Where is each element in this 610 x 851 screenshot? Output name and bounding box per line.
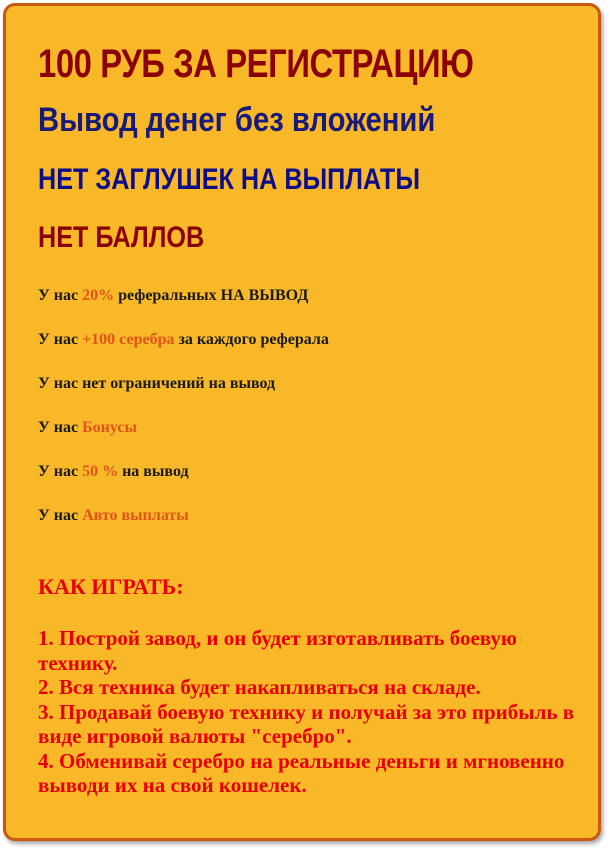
feature-bonuses — [38, 418, 137, 438]
feature-suffix: на вывод — [118, 463, 189, 480]
no-stubs-heading: НЕТ ЗАГЛУШЕК НА ВЫПЛАТЫ — [38, 163, 420, 196]
feature-referral-silver — [38, 330, 329, 350]
no-points-heading: НЕТ БАЛЛОВ — [38, 221, 205, 254]
feature-no-limits — [38, 374, 275, 394]
feature-accent: +100 серебра — [82, 331, 175, 348]
feature-withdraw-percent — [38, 462, 189, 482]
feature-accent: Авто выплаты — [82, 507, 189, 524]
feature-referral-percent — [38, 286, 308, 306]
how-to-play-steps — [38, 626, 588, 798]
step-item: 3. Продавай боевую технику и получай за это прибыль в виде игровой валюты "серебро". — [38, 699, 575, 748]
feature-prefix: У нас — [38, 463, 83, 480]
feature-accent: Бонусы — [82, 419, 137, 436]
promo-card — [3, 3, 601, 841]
step-item: 2. Вся техника будет накапливаться на складе. — [38, 675, 481, 699]
registration-bonus-heading: 100 РУБ ЗА РЕГИСТРАЦИЮ — [38, 42, 474, 86]
no-investment-heading: Вывод денег без вложений — [38, 101, 436, 139]
feature-suffix: реферальных НА ВЫВОД — [114, 287, 309, 304]
feature-prefix: У нас нет ограничений на вывод — [38, 375, 276, 392]
feature-suffix: за каждого реферала — [174, 331, 329, 348]
step-item: 4. Обменивай серебро на реальные деньги и мгновенно выводи их на свой кошелек. — [38, 748, 565, 797]
feature-accent: 50 % — [82, 463, 119, 480]
step-item: 1. Построй завод, и он будет изготавливать боевую технику. — [38, 626, 517, 675]
feature-accent: 20% — [82, 287, 115, 304]
feature-prefix: У нас — [38, 331, 83, 348]
feature-prefix: У нас — [38, 287, 83, 304]
feature-prefix: У нас — [38, 419, 83, 436]
feature-auto-payouts — [38, 506, 189, 526]
how-to-play-title: КАК ИГРАТЬ: — [38, 574, 184, 599]
feature-prefix: У нас — [38, 507, 83, 524]
